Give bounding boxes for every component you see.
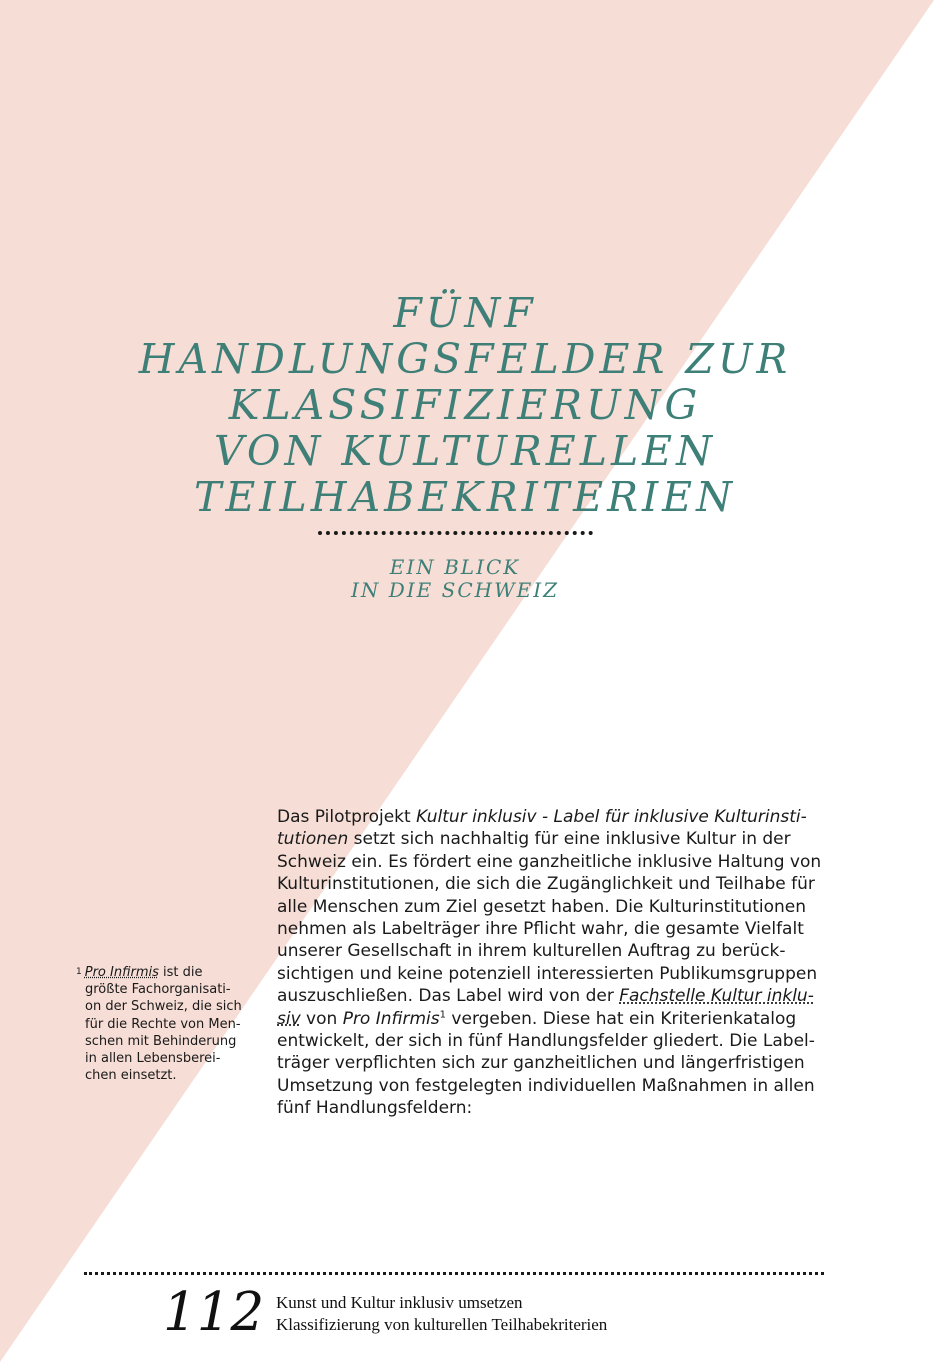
title-line-4: VON KULTURELLEN xyxy=(214,427,716,475)
body-line xyxy=(277,806,837,828)
body-text: vergeben. Diese hat ein Kriterienkatalog xyxy=(446,1008,797,1029)
page-title xyxy=(60,290,870,520)
body-text: Das Pilotprojekt xyxy=(277,807,417,827)
body-line: nehmen als Labelträger ihre Pflicht wahr, die gesamte Vielfalt xyxy=(277,919,804,940)
footnote-marker: 1 xyxy=(76,967,82,977)
footnote-line: für die Rechte von Men- xyxy=(85,1016,241,1032)
body-line xyxy=(277,985,837,1007)
body-line: Schweiz ein. Es fördert eine ganzheitliche inklusive Haltung von xyxy=(277,851,822,872)
page-subtitle xyxy=(290,556,620,602)
title-line-1: FÜNF xyxy=(393,289,537,337)
pro-infirmis-italic: Pro Infirmis xyxy=(342,1008,440,1029)
title-divider xyxy=(318,531,593,535)
footer-line-2: Klassifizierung von kulturellen Teilhabekriterien xyxy=(276,1315,608,1334)
body-line: Kulturinstitutionen, die sich die Zugänglichkeit und Teilhabe für xyxy=(277,874,815,895)
footnote-line: schen mit Behinderung xyxy=(85,1033,237,1049)
footnote-line: on der Schweiz, die sich xyxy=(85,999,242,1015)
subtitle-line-2: IN DIE SCHWEIZ xyxy=(350,578,560,602)
running-footer xyxy=(276,1292,607,1336)
footnote-reference[interactable]: 1 xyxy=(439,1009,447,1020)
body-line: unserer Gesellschaft in ihrem kulturellen Auftrag zu berück- xyxy=(277,941,786,962)
title-line-2: HANDLUNGSFELDER ZUR xyxy=(138,335,792,383)
body-text: von xyxy=(300,1008,343,1029)
body-text: auszuschließen. Das Label wird von der xyxy=(277,986,620,1007)
footnote-line: größte Fachorganisati- xyxy=(85,982,231,998)
footnote-line xyxy=(76,964,266,981)
footnote-line: chen einsetzt. xyxy=(85,1068,177,1084)
body-line: alle Menschen zum Ziel gesetzt haben. Die Kulturinstitutionen xyxy=(277,896,806,917)
footnote xyxy=(76,964,266,1084)
fachstelle-link[interactable]: Fachstelle Kultur inklu- xyxy=(619,986,814,1007)
footnote-text: ist die xyxy=(158,965,203,980)
footnote-line: in allen Lebensberei- xyxy=(85,1051,221,1067)
body-line xyxy=(277,828,837,850)
footer-divider xyxy=(84,1272,824,1275)
title-line-5: TEILHABEKRITERIEN xyxy=(194,473,736,521)
page-number: 112 xyxy=(163,1282,265,1343)
body-line: träger verpflichten sich zur ganzheitlichen und längerfristigen xyxy=(277,1053,805,1074)
footnote-link-pro-infirmis[interactable]: Pro Infirmis xyxy=(84,965,159,980)
body-paragraph xyxy=(277,806,837,1120)
body-line: Umsetzung von festgelegten individuellen Maßnahmen in allen xyxy=(277,1075,815,1096)
body-line: fünf Handlungsfeldern: xyxy=(277,1098,473,1119)
fachstelle-link[interactable]: siv xyxy=(277,1008,301,1029)
body-text: setzt sich nachhaltig für eine inklusive Kultur in der xyxy=(348,829,791,850)
body-line: entwickelt, der sich in fünf Handlungsfelder gliedert. Die Label- xyxy=(277,1031,815,1052)
body-line xyxy=(277,1008,837,1030)
body-line: sichtigen und keine potenziell interessierten Publikumsgruppen xyxy=(277,963,818,984)
subtitle-line-1: EIN BLICK xyxy=(389,555,521,579)
project-name-italic: tutionen xyxy=(277,829,349,850)
title-line-3: KLASSIFIZIERUNG xyxy=(228,381,702,429)
project-name-italic: Kultur inklusiv - Label für inklusive Kulturinsti- xyxy=(416,807,807,827)
footer-line-1: Kunst und Kultur inklusiv umsetzen xyxy=(276,1293,523,1312)
